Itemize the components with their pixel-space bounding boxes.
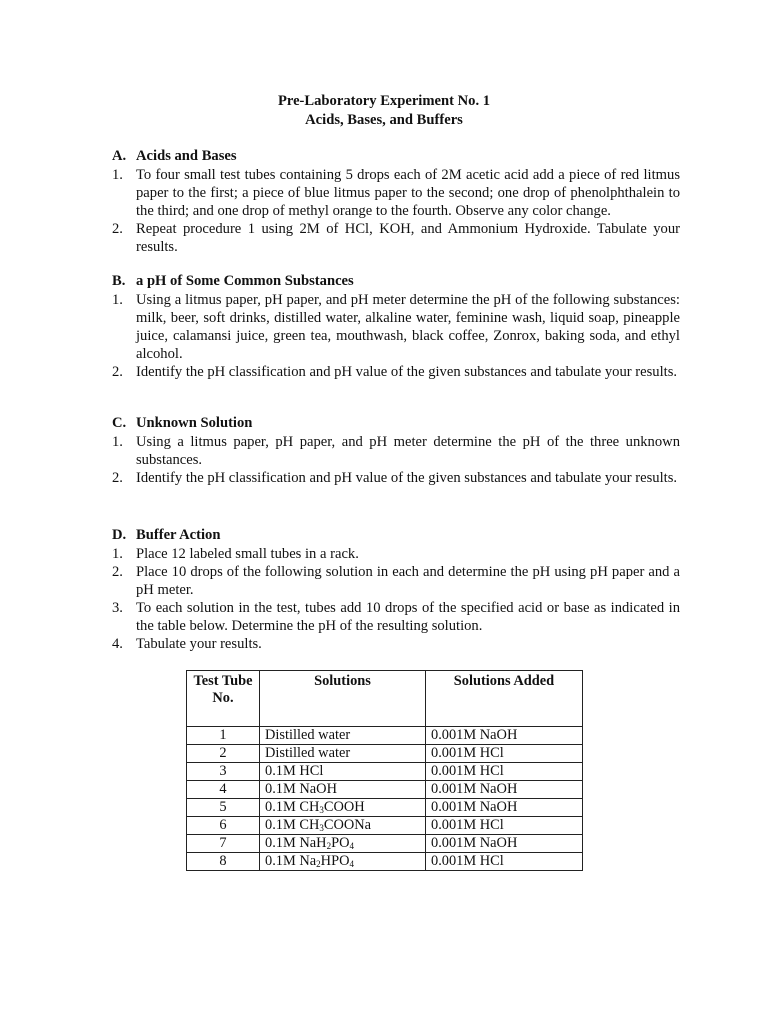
cell-solution-added: 0.001M HCl — [426, 745, 583, 763]
cell-solution-added: 0.001M HCl — [426, 763, 583, 781]
cell-solution: 0.1M $NaH_2PO_4$ — [260, 835, 426, 853]
cell-tube-no: 8 — [187, 853, 260, 871]
cell-tube-no: 2 — [187, 745, 260, 763]
cell-solution-added: 0.001M NaOH — [426, 799, 583, 817]
title-line-2: Acids, Bases, and Buffers — [305, 112, 463, 128]
table-row — [187, 835, 583, 853]
section-heading: B. a pH of Some Common Substances — [112, 273, 354, 289]
cell-tube-no: 1 — [187, 727, 260, 745]
cell-solution-added: 0.001M NaOH — [426, 781, 583, 799]
cell-solution: 0.1M HCl — [260, 763, 426, 781]
table-row — [187, 817, 583, 835]
cell-solution-added: 0.001M NaOH — [426, 727, 583, 745]
table-body — [187, 727, 583, 871]
list-item: 4. Tabulate your results. — [112, 636, 262, 652]
list-item: 1. Place 12 labeled small tubes in a rack. — [112, 546, 359, 562]
header-solutions: Solutions — [260, 671, 426, 727]
section-heading: A. Acids and Bases — [112, 148, 237, 164]
header-solutions-added: Solutions Added — [426, 671, 583, 727]
cell-solution: 0.1M NaOH — [260, 781, 426, 799]
list-item: 1. Using a litmus paper, pH paper, and pH meter determine the pH of the three unknown substances. — [112, 434, 680, 468]
cell-tube-no: 5 — [187, 799, 260, 817]
section-c-list — [112, 433, 680, 487]
cell-solution: Distilled water — [260, 727, 426, 745]
header-test-tube-no: Test Tube No. — [187, 671, 260, 727]
cell-solution-added: 0.001M NaOH — [426, 835, 583, 853]
cell-solution: Distilled water — [260, 745, 426, 763]
document-title — [0, 92, 768, 130]
cell-tube-no: 6 — [187, 817, 260, 835]
section-d — [112, 526, 680, 653]
cell-tube-no: 4 — [187, 781, 260, 799]
cell-tube-no: 7 — [187, 835, 260, 853]
list-item: 2. Identify the pH classification and pH value of the given substances and tabulate your results. — [112, 364, 678, 380]
section-b-list — [112, 291, 680, 381]
list-item: 2. Place 10 drops of the following solution in each and determine the pH using pH paper and a pH meter. — [112, 564, 680, 598]
table-row — [187, 763, 583, 781]
section-heading: D. Buffer Action — [112, 527, 221, 543]
buffer-table — [186, 670, 583, 871]
cell-solution: 0.1M $CH_3COONa$ — [260, 817, 426, 835]
section-a-list — [112, 166, 680, 256]
table-row — [187, 745, 583, 763]
cell-solution: 0.1M $Na_2HPO_4$ — [260, 853, 426, 871]
list-item: 2. Repeat procedure 1 using 2M of HCl, KOH, and Ammonium Hydroxide. Tabulate your results. — [112, 221, 680, 255]
list-item: 1. To four small test tubes containing 5 drops each of 2M acetic acid add a piece of red litmus paper to the first; a piece of blue litmus paper to the second; one drop of phenolphthalein to the third; and one drop of methyl orange to the fourth. Observe any color change. — [112, 167, 680, 219]
list-item: 1. Using a litmus paper, pH paper, and pH meter determine the pH of the following substances: milk, beer, soft drinks, distilled water, alkaline water, feminine wash, liquid soap, pineapple juice, calamansi juice, green tea, mouthwash, black coffee, Zonrox, baking soda, and ethyl alcohol. — [112, 292, 680, 362]
table-row — [187, 853, 583, 871]
table-row — [187, 799, 583, 817]
cell-solution-added: 0.001M HCl — [426, 817, 583, 835]
table-header-row — [187, 671, 583, 727]
section-a — [112, 147, 680, 256]
table-row — [187, 727, 583, 745]
title-line-1: Pre-Laboratory Experiment No. 1 — [277, 93, 491, 109]
cell-solution: 0.1M $CH_3COOH$ — [260, 799, 426, 817]
cell-solution-added: 0.001M HCl — [426, 853, 583, 871]
list-item: 3. To each solution in the test, tubes add 10 drops of the specified acid or base as indicated in the table below. Determine the pH of the resulting solution. — [112, 600, 680, 634]
section-c — [112, 414, 680, 487]
table-row — [187, 781, 583, 799]
section-d-list — [112, 545, 680, 653]
cell-tube-no: 3 — [187, 763, 260, 781]
list-item: 2. Identify the pH classification and pH value of the given substances and tabulate your results. — [112, 470, 678, 486]
section-heading: C. Unknown Solution — [112, 415, 253, 431]
section-b — [112, 272, 680, 381]
